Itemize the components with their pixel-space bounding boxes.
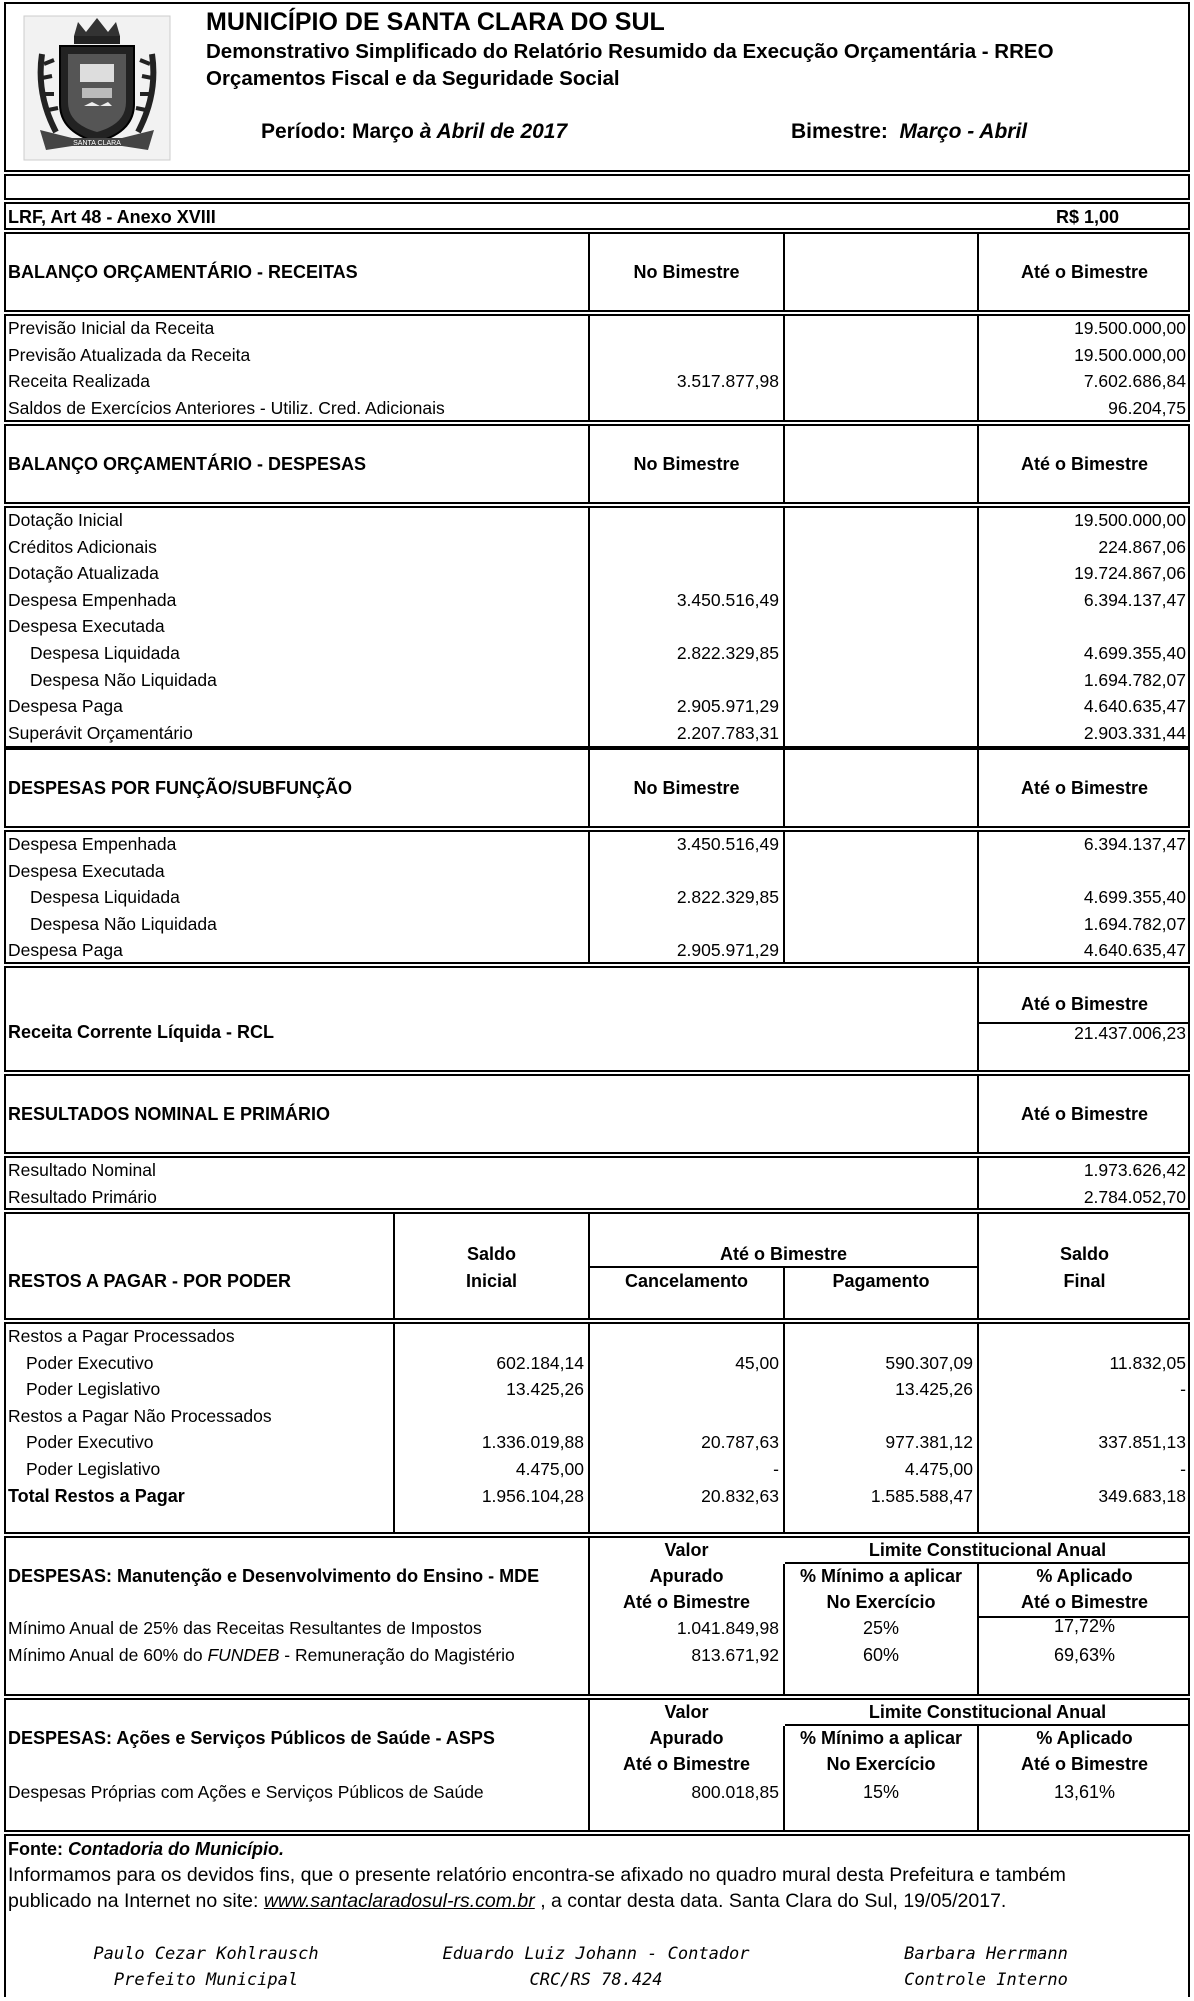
resultados-table <box>4 1156 1190 1210</box>
total-cancelamento: 20.832,63 <box>701 1485 779 1506</box>
col-aplicado: % Aplicado <box>1036 1566 1133 1586</box>
row-value-ate-bimestre: 19.500.000,00 <box>1074 344 1186 365</box>
row-label: Poder Legislativo <box>26 1459 161 1479</box>
col-minimo-aplicar: % Mínimo a aplicar <box>799 1728 963 1748</box>
signature-role: Controle Interno <box>904 1970 1068 1990</box>
row-value-no-bimestre: 2.822.329,85 <box>676 887 779 908</box>
bimester-label: Bimestre: <box>791 120 888 143</box>
col-saldo: Saldo <box>466 1244 516 1264</box>
row-value-ate-bimestre: 19.724.867,06 <box>1074 563 1186 584</box>
col-apurado: Apurado <box>649 1728 724 1748</box>
fundeb-label: FUNDEB <box>207 1645 280 1665</box>
footer-note-suffix: , a contar desta data. Santa Clara do Sul, 19/05/2017. <box>534 1890 1007 1912</box>
row-value-ate-bimestre: 1.694.782,07 <box>1083 913 1186 934</box>
row-value-no-bimestre: 2.207.783,31 <box>676 722 779 743</box>
mde-row2-label-a: Mínimo Anual de 60% do <box>8 1645 208 1665</box>
total-saldo-final: 349.683,18 <box>1098 1485 1186 1506</box>
row-label: Previsão Inicial da Receita <box>8 318 215 338</box>
currency-unit: R$ 1,00 <box>1056 207 1120 227</box>
col-no-exercicio: No Exercício <box>826 1592 936 1612</box>
row-value-saldo-inicial: 1.336.019,88 <box>481 1432 584 1453</box>
row-label: Despesa Liquidada <box>30 887 180 908</box>
col-ate-bimestre: Até o Bimestre <box>1020 994 1149 1014</box>
signature-name: Eduardo Luiz Johann - Contador <box>442 1944 750 1964</box>
mde-row-aplicado: 17,72% <box>1053 1616 1116 1636</box>
municipal-coat-of-arms-icon <box>22 14 172 162</box>
row-value-saldo-final: 337.851,13 <box>1098 1432 1186 1453</box>
despesas-header <box>4 424 1190 504</box>
row-value-no-bimestre: 2.822.329,85 <box>676 643 779 663</box>
col-limite-constitucional: Limite Constitucional Anual <box>868 1540 1107 1560</box>
website-link[interactable]: www.santaclaradosul-rs.com.br <box>263 1890 535 1912</box>
receitas-title: BALANÇO ORÇAMENTÁRIO - RECEITAS <box>8 262 358 282</box>
row-value-saldo-final: - <box>1180 1459 1186 1479</box>
col-no-exercicio: No Exercício <box>826 1754 936 1774</box>
bimester <box>791 120 1027 144</box>
row-label: Poder Executivo <box>26 1352 154 1373</box>
mde-row-valor: 1.041.849,98 <box>676 1618 779 1638</box>
row-value-ate-bimestre: 7.602.686,84 <box>1083 371 1186 392</box>
col-apurado: Apurado <box>649 1566 724 1586</box>
report-header <box>4 2 1190 172</box>
col-valor: Valor <box>664 1702 709 1722</box>
row-label: Créditos Adicionais <box>8 536 157 557</box>
footer-note-prefix: publicado na Internet no site: <box>8 1890 264 1912</box>
col-ate-bimestre-2: Até o Bimestre <box>1020 1592 1149 1612</box>
col-pagamento: Pagamento <box>832 1271 930 1291</box>
footer-note-line1: Informamos para os devidos fins, que o presente relatório encontra-se afixado no quadro mural desta Prefeitura e também <box>8 1864 1066 1886</box>
mde-row-minimo: 25% <box>862 1618 900 1638</box>
asps-title: DESPESAS: Ações e Serviços Públicos de Saúde - ASPS <box>8 1728 495 1748</box>
row-value-no-bimestre: 3.450.516,49 <box>676 589 779 610</box>
row-label: Superávit Orçamentário <box>8 722 193 743</box>
bimester-value: Março - Abril <box>899 120 1028 143</box>
row-label: Poder Executivo <box>26 1432 154 1453</box>
row-value-pagamento: 590.307,09 <box>885 1352 973 1373</box>
signature-name: Paulo Cezar Kohlrausch <box>93 1944 319 1964</box>
rcl-section <box>4 966 1190 1072</box>
row-label: Despesa Empenhada <box>8 589 177 610</box>
row-label: Resultado Nominal <box>8 1160 156 1180</box>
col-ate-bimestre: Até o Bimestre <box>1020 262 1149 282</box>
row-value-ate-bimestre: 4.699.355,40 <box>1083 887 1186 908</box>
row-value-saldo-inicial: 13.425,26 <box>506 1379 584 1400</box>
row-value-ate-bimestre: 4.640.635,47 <box>1083 696 1186 717</box>
row-label: Despesa Executada <box>8 616 165 637</box>
row-label: Previsão Atualizada da Receita <box>8 344 251 365</box>
mde-title: DESPESAS: Manutenção e Desenvolvimento do Ensino - MDE <box>8 1566 540 1586</box>
total-label: Total Restos a Pagar <box>8 1485 185 1506</box>
asps-row-valor: 800.018,85 <box>691 1782 779 1802</box>
row-value-ate-bimestre: 4.640.635,47 <box>1083 940 1186 961</box>
row-label: Despesa Não Liquidada <box>30 913 217 934</box>
row-value-ate-bimestre: 2.903.331,44 <box>1083 722 1186 743</box>
mde-row2-minimo: 60% <box>862 1645 900 1665</box>
row-value-ate-bimestre: 6.394.137,47 <box>1083 589 1186 610</box>
period-value: à Abril de 2017 <box>419 120 568 143</box>
logo-banner-text: SANTA CLARA <box>73 140 121 147</box>
row-value-ate-bimestre: 4.699.355,40 <box>1083 643 1186 663</box>
receitas-header <box>4 232 1190 312</box>
row-value-ate-bimestre: 19.500.000,00 <box>1074 510 1186 530</box>
col-ate-bimestre: Até o Bimestre <box>719 1244 848 1264</box>
row-value-saldo-final: - <box>1180 1379 1186 1400</box>
despesas-title: BALANÇO ORÇAMENTÁRIO - DESPESAS <box>8 454 367 474</box>
row-label: Saldos de Exercícios Anteriores - Utiliz. Cred. Adicionais <box>8 397 445 418</box>
funcao-header <box>4 748 1190 828</box>
col-no-bimestre: No Bimestre <box>633 778 740 798</box>
lrf-row <box>4 202 1190 230</box>
row-value-ate-bimestre: 1.694.782,07 <box>1083 669 1186 690</box>
row-label: Poder Legislativo <box>26 1379 161 1400</box>
col-limite-constitucional: Limite Constitucional Anual <box>868 1702 1107 1722</box>
funcao-table <box>4 830 1190 964</box>
row-value-ate-bimestre: 1.973.626,42 <box>1083 1160 1186 1180</box>
asps-section <box>4 1698 1190 1832</box>
restos-title: RESTOS A PAGAR - POR PODER <box>8 1271 292 1291</box>
source-label: Fonte: <box>8 1839 68 1859</box>
resultados-title: RESULTADOS NOMINAL E PRIMÁRIO <box>8 1104 331 1124</box>
col-valor: Valor <box>664 1540 709 1560</box>
row-label: Despesa Paga <box>8 940 123 961</box>
row-label: Despesa Não Liquidada <box>30 669 217 690</box>
col-saldo-final: Saldo <box>1059 1244 1109 1264</box>
row-label: Dotação Atualizada <box>8 563 159 584</box>
signature-name: Barbara Herrmann <box>904 1944 1068 1964</box>
mde-row2-valor: 813.671,92 <box>691 1645 779 1665</box>
despesas-table <box>4 506 1190 748</box>
period-label: Período: Março <box>261 120 420 143</box>
col-inicial: Inicial <box>465 1271 518 1291</box>
row-value-no-bimestre: 3.450.516,49 <box>676 834 779 854</box>
row-label: Despesa Paga <box>8 696 123 717</box>
col-no-bimestre: No Bimestre <box>633 454 740 474</box>
row-label: Receita Realizada <box>8 371 151 392</box>
row-label: Resultado Primário <box>8 1186 157 1207</box>
row-value-cancelamento: 20.787,63 <box>701 1432 779 1453</box>
row-value-saldo-inicial: 602.184,14 <box>496 1352 584 1373</box>
source-value: Contadoria do Município. <box>68 1839 284 1859</box>
row-label: Despesa Executada <box>8 860 165 881</box>
asps-row-aplicado: 13,61% <box>1053 1782 1116 1802</box>
col-no-bimestre: No Bimestre <box>633 262 740 282</box>
asps-row-minimo: 15% <box>862 1782 900 1802</box>
mde-row-label: Mínimo Anual de 25% das Receitas Resultantes de Impostos <box>8 1618 482 1638</box>
row-label: Dotação Inicial <box>8 510 123 530</box>
col-cancelamento: Cancelamento <box>624 1271 749 1291</box>
col-ate-bimestre-2: Até o Bimestre <box>1020 1754 1149 1774</box>
spacer-row <box>4 174 1190 200</box>
restos-header <box>4 1212 1190 1320</box>
mde-section <box>4 1536 1190 1696</box>
row-label: Despesa Empenhada <box>8 834 177 854</box>
col-final: Final <box>1063 1271 1106 1291</box>
period <box>261 120 567 144</box>
col-ate-bimestre: Até o Bimestre <box>622 1754 751 1774</box>
row-value-no-bimestre: 2.905.971,29 <box>676 940 779 961</box>
restos-table <box>4 1322 1190 1534</box>
row-value-ate-bimestre: 224.867,06 <box>1098 536 1186 557</box>
rcl-title: Receita Corrente Líquida - RCL <box>8 1022 275 1042</box>
report-subtitle-2: Orçamentos Fiscal e da Seguridade Social <box>206 67 620 90</box>
col-ate-bimestre: Até o Bimestre <box>1020 1104 1149 1124</box>
row-value-pagamento: 4.475,00 <box>904 1459 973 1479</box>
mde-row2-label-c: - Remuneração do Magistério <box>279 1645 515 1665</box>
row-value-saldo-inicial: 4.475,00 <box>515 1459 584 1479</box>
row-value-pagamento: 13.425,26 <box>895 1379 973 1400</box>
row-value-ate-bimestre: 19.500.000,00 <box>1074 318 1186 338</box>
source <box>8 1839 284 1860</box>
row-label: Restos a Pagar Não Processados <box>8 1405 272 1426</box>
signature-role: Prefeito Municipal <box>113 1970 299 1990</box>
lrf-label: LRF, Art 48 - Anexo XVIII <box>8 207 216 227</box>
mde-row2-aplicado: 69,63% <box>1053 1645 1116 1665</box>
row-value-saldo-final: 11.832,05 <box>1109 1352 1186 1373</box>
funcao-title: DESPESAS POR FUNÇÃO/SUBFUNÇÃO <box>8 778 353 798</box>
resultados-header <box>4 1074 1190 1154</box>
municipality-name: MUNICÍPIO DE SANTA CLARA DO SUL <box>206 8 665 36</box>
row-label: Despesa Liquidada <box>30 643 180 663</box>
col-ate-bimestre: Até o Bimestre <box>1020 454 1149 474</box>
col-ate-bimestre: Até o Bimestre <box>622 1592 751 1612</box>
footer-note-line2 <box>8 1890 1006 1913</box>
row-value-ate-bimestre: 6.394.137,47 <box>1083 834 1186 854</box>
mde-row-label-2 <box>8 1645 515 1666</box>
asps-row-label: Despesas Próprias com Ações e Serviços Públicos de Saúde <box>8 1782 484 1802</box>
receitas-table <box>4 314 1190 422</box>
col-minimo-aplicar: % Mínimo a aplicar <box>799 1566 963 1586</box>
rcl-value: 21.437.006,23 <box>1074 1023 1186 1043</box>
total-pagamento: 1.585.588,47 <box>870 1485 973 1506</box>
col-aplicado: % Aplicado <box>1036 1728 1133 1748</box>
row-value-cancelamento: 45,00 <box>735 1352 779 1373</box>
report-subtitle: Demonstrativo Simplificado do Relatório Resumido da Execução Orçamentária - RREO <box>206 40 1054 63</box>
row-value-no-bimestre: 3.517.877,98 <box>676 371 779 392</box>
report-footer <box>4 1834 1190 1997</box>
row-value-no-bimestre: 2.905.971,29 <box>676 696 779 717</box>
row-value-pagamento: 977.381,12 <box>885 1432 973 1453</box>
row-label: Restos a Pagar Processados <box>8 1326 235 1346</box>
row-value-ate-bimestre: 2.784.052,70 <box>1083 1186 1186 1207</box>
col-ate-bimestre: Até o Bimestre <box>1020 778 1149 798</box>
row-value-cancelamento: - <box>773 1459 779 1479</box>
signature-role: CRC/RS 78.424 <box>529 1970 663 1990</box>
total-saldo-inicial: 1.956.104,28 <box>481 1485 584 1506</box>
row-value-ate-bimestre: 96.204,75 <box>1108 397 1186 418</box>
